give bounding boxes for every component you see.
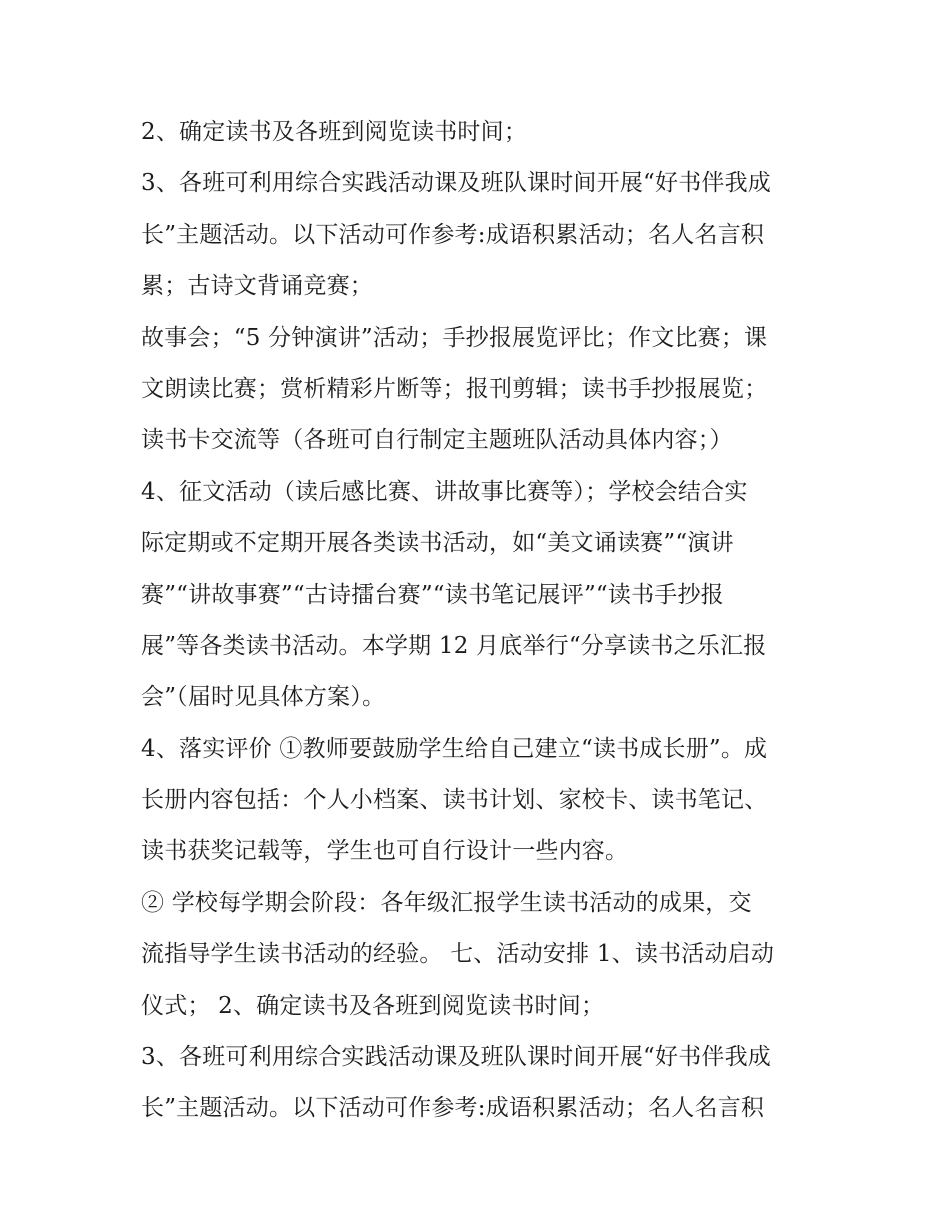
text-line: 故事会；“5 分钟演讲”活动；手抄报展览评比；作文比赛；课 xyxy=(141,324,768,351)
text-line: 流指导学生读书活动的经验。 七、活动安排 1、读书活动启动 xyxy=(141,941,775,968)
text-line: 4、征文活动（读后感比赛、讲故事比赛等）；学校会结合实 xyxy=(141,478,748,505)
text-line: 读书卡交流等（各班可自行制定主题班队活动具体内容；） xyxy=(141,427,733,454)
text-line: 文朗读比赛；赏析精彩片断等；报刊剪辑；读书手抄报展览； xyxy=(141,375,768,402)
body-text xyxy=(141,107,821,1135)
text-line: 仪式； 2、确定读书及各班到阅览读书时间； xyxy=(141,992,605,1019)
text-line: 4、落实评价 ①教师要鼓励学生给自己建立“读书成长册”。成 xyxy=(141,735,768,762)
text-line: 3、各班可利用综合实践活动课及班队课时间开展“好书伴我成 xyxy=(141,1044,771,1071)
text-line: 展”等各类读书活动。本学期 12 月底举行“分享读书之乐汇报 xyxy=(141,632,767,659)
text-line: 读书获奖记载等，学生也可自行设计一些内容。 xyxy=(141,838,629,865)
text-line: 际定期或不定期开展各类读书活动，如“美文诵读赛”“演讲 xyxy=(141,530,734,557)
text-line: 会”（届时见具体方案）。 xyxy=(141,684,386,711)
text-line: ② 学校每学期会阶段：各年级汇报学生读书活动的成果，交 xyxy=(141,889,752,916)
text-line: 3、各班可利用综合实践活动课及班队课时间开展“好书伴我成 xyxy=(141,170,771,197)
text-line: 长”主题活动。以下活动可作参考:成语积累活动；名人名言积 xyxy=(141,1095,765,1122)
text-line: 赛”“讲故事赛”“古诗擂台赛”“读书笔记展评”“读书手抄报 xyxy=(141,581,724,608)
text-line: 2、确定读书及各班到阅览读书时间； xyxy=(141,119,528,145)
text-line: 累；古诗文背诵竞赛； xyxy=(141,273,373,300)
text-line: 长册内容包括：个人小档案、读书计划、家校卡、读书笔记、 xyxy=(141,787,768,814)
text-line: 长”主题活动。以下活动可作参考:成语积累活动；名人名言积 xyxy=(141,221,765,248)
